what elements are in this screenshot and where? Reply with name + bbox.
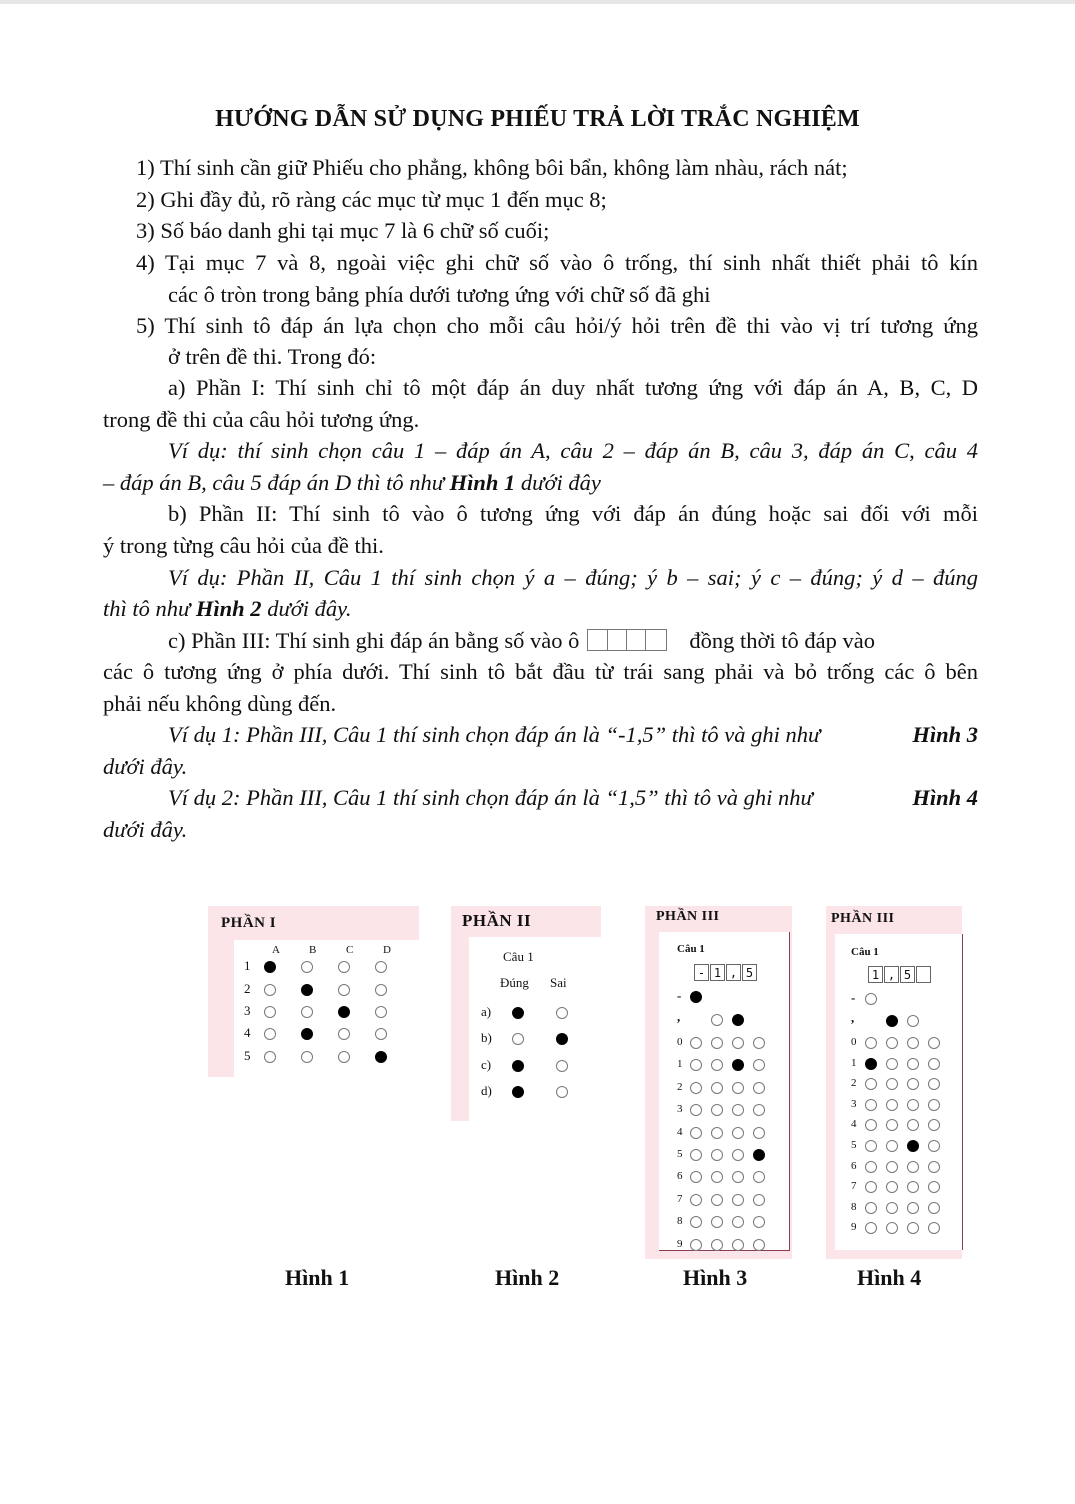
answer-bubble <box>338 1028 350 1040</box>
digit-bubble <box>711 1082 723 1094</box>
digit-bubble <box>732 1194 744 1206</box>
answer-bubble <box>375 1006 387 1018</box>
answer-bubble <box>301 961 313 973</box>
digit-label: 6 <box>851 1159 857 1172</box>
digit-bubble <box>711 1037 723 1049</box>
digit-label: 1 <box>851 1056 857 1069</box>
row-label-5: 5 <box>244 1048 251 1063</box>
digit-bubble <box>711 1239 723 1251</box>
part-c-line-3: phải nếu không dùng đến. <box>103 691 337 716</box>
digit-label: 6 <box>677 1170 683 1183</box>
figure-4-header: PHẦN III <box>831 911 895 926</box>
digit-label: 3 <box>851 1097 857 1110</box>
part-a-line-2: trong đề thi của câu hỏi tương ứng. <box>103 407 420 432</box>
answer-bubble <box>301 1051 313 1063</box>
digit-bubble <box>865 1058 877 1070</box>
digit-bubble <box>928 1202 940 1214</box>
comma-label: , <box>677 1009 681 1024</box>
answer-cell <box>916 966 931 983</box>
row-label-2: 2 <box>244 981 251 996</box>
row-label-b): b) <box>481 1030 492 1045</box>
digit-label: 4 <box>851 1118 857 1131</box>
answer-cell: 1 <box>710 964 725 981</box>
figure-4-phan-iii <box>826 906 962 1259</box>
digit-label: 3 <box>677 1103 683 1116</box>
digit-label: 5 <box>677 1148 683 1160</box>
answer-cell: - <box>694 964 709 981</box>
column-label-A: A <box>272 944 280 956</box>
digit-bubble <box>732 1149 744 1161</box>
item-1: 1) Thí sinh cần giữ Phiếu cho phẳng, không bôi bẩn, không làm nhàu, rách nát; <box>136 155 848 180</box>
answer-bubble <box>375 1051 387 1063</box>
digit-bubble <box>928 1058 940 1070</box>
item-5-line-1: 5) Thí sinh tô đáp án lựa chọn cho mỗi câu hỏi/ý hỏi trên đề thi vào vị trí tương ứng <box>136 313 978 338</box>
minus-label: - <box>851 990 856 1005</box>
answer-bubble <box>338 1006 350 1018</box>
answer-bubble <box>556 1060 568 1072</box>
item-2: 2) Ghi đầy đủ, rõ ràng các mục từ mục 1 đến mục 8; <box>136 187 607 212</box>
digit-bubble <box>753 1127 765 1139</box>
digit-bubble <box>865 1099 877 1111</box>
row-label-4: 4 <box>244 1025 251 1040</box>
digit-bubble <box>753 1149 765 1161</box>
part-b-example-1: Ví dụ: Phần II, Câu 1 thí sinh chọn ý a – đúng; ý b – sai; ý c – đúng; ý d – đúng <box>168 565 978 590</box>
part-c-example-1-end: dưới đây. <box>103 754 188 779</box>
minus-bubble <box>865 993 877 1005</box>
answer-bubble <box>264 984 276 996</box>
digit-bubble <box>928 1140 940 1152</box>
answer-bubble <box>264 1006 276 1018</box>
digit-label: 8 <box>677 1215 683 1228</box>
answer-bubble <box>556 1086 568 1098</box>
digit-bubble <box>711 1127 723 1139</box>
digit-bubble <box>865 1161 877 1173</box>
column-label-C: C <box>346 944 354 956</box>
digit-bubble <box>886 1037 898 1049</box>
caption-hinh-1: Hình 1 <box>285 1265 350 1290</box>
digit-bubble <box>732 1239 744 1251</box>
figure-1-header: PHẦN I <box>221 915 277 931</box>
false-column-label: Sai <box>550 975 567 990</box>
digit-bubble <box>690 1194 702 1206</box>
answer-bubble <box>512 1086 524 1098</box>
digit-bubble <box>928 1037 940 1049</box>
digit-bubble <box>753 1037 765 1049</box>
digit-bubble <box>907 1161 919 1173</box>
digit-label: 0 <box>851 1036 857 1048</box>
part-a-example-1: Ví dụ: thí sinh chọn câu 1 – đáp án A, câu 2 – đáp án B, câu 3, đáp án C, câu 4 <box>168 438 978 463</box>
answer-bubble <box>338 984 350 996</box>
top-border <box>0 0 1075 4</box>
digit-label: 0 <box>677 1036 683 1048</box>
minus-label: - <box>677 988 682 1003</box>
digit-bubble <box>907 1202 919 1214</box>
digit-bubble <box>886 1058 898 1070</box>
digit-bubble <box>753 1239 765 1251</box>
part-c-example-2: Ví dụ 2: Phần III, Câu 1 thí sinh chọn đáp án là “1,5” thì tô và ghi như Hình 4 <box>168 785 978 810</box>
digit-bubble <box>907 1140 919 1152</box>
digit-label: 7 <box>851 1180 857 1193</box>
answer-bubble <box>512 1060 524 1072</box>
comma-bubble <box>711 1014 723 1026</box>
part-b-example-2: thì tô như Hình 2 dưới đây. <box>103 596 352 621</box>
answer-bubble <box>512 1033 524 1045</box>
answer-bubble <box>338 961 350 973</box>
question-label: Câu 1 <box>677 943 705 955</box>
answer-bubble <box>264 1028 276 1040</box>
digit-bubble <box>690 1149 702 1161</box>
caption-hinh-4: Hình 4 <box>857 1265 922 1290</box>
answer-cell: 5 <box>742 964 757 981</box>
comma-label: , <box>851 1010 855 1025</box>
part-c-example-2-end: dưới đây. <box>103 817 188 842</box>
digit-label: 7 <box>677 1192 683 1205</box>
digit-bubble <box>732 1127 744 1139</box>
digit-bubble <box>928 1161 940 1173</box>
comma-bubble <box>886 1015 898 1027</box>
answer-bubble <box>264 1051 276 1063</box>
part-c-line-1: c) Phần III: Thí sinh ghi đáp án bằng số vào ô đồng thời tô đáp vào <box>168 628 876 653</box>
digit-label: 2 <box>851 1077 857 1090</box>
digit-bubble <box>711 1149 723 1161</box>
figure-2-header: PHẦN II <box>462 911 532 930</box>
digit-bubble <box>865 1202 877 1214</box>
digit-bubble <box>690 1082 702 1094</box>
row-label-3: 3 <box>244 1003 251 1018</box>
answer-box-illustration <box>587 629 667 651</box>
answer-bubble <box>375 1028 387 1040</box>
digit-bubble <box>886 1202 898 1214</box>
item-5-line-2: ở trên đề thi. Trong đó: <box>168 344 377 369</box>
figure-1-phan-i <box>208 906 419 1077</box>
digit-bubble <box>732 1037 744 1049</box>
answer-bubble <box>375 984 387 996</box>
figure-2-phan-ii <box>451 906 601 1121</box>
question-label: Câu 1 <box>851 946 879 958</box>
digit-label: 1 <box>677 1058 683 1071</box>
digit-bubble <box>753 1194 765 1206</box>
digit-label: 2 <box>677 1080 683 1093</box>
digit-bubble <box>886 1099 898 1111</box>
part-b-line-1: b) Phần II: Thí sinh tô vào ô tương ứng với đáp án đúng hoặc sai đối với mỗi <box>168 501 978 526</box>
item-3: 3) Số báo danh ghi tại mục 7 là 6 chữ số cuối; <box>136 218 550 243</box>
row-label-a): a) <box>481 1004 492 1019</box>
digit-bubble <box>690 1239 702 1251</box>
answer-cell: , <box>884 966 899 983</box>
digit-bubble <box>732 1082 744 1094</box>
answer-bubble <box>301 1006 313 1018</box>
part-c-line-2: các ô tương ứng ở phía dưới. Thí sinh tô bắt đầu từ trái sang phải và bỏ trống các ô bên <box>103 659 978 684</box>
digit-label: 8 <box>851 1200 857 1213</box>
part-a-line-1: a) Phần I: Thí sinh chỉ tô một đáp án duy nhất tương ứng với đáp án A, B, C, D <box>168 375 978 400</box>
figure-3-header: PHẦN III <box>656 909 720 924</box>
part-a-example-2: – đáp án B, câu 5 đáp án D thì tô như Hình 1 dưới đây <box>103 470 601 495</box>
answer-bubble <box>512 1007 524 1019</box>
answer-cell: , <box>726 964 741 981</box>
answer-bubble <box>375 961 387 973</box>
comma-bubble <box>732 1014 744 1026</box>
digit-bubble <box>711 1194 723 1206</box>
answer-cell: 5 <box>900 966 915 983</box>
digit-bubble <box>865 1037 877 1049</box>
row-label-1: 1 <box>244 958 251 973</box>
digit-bubble <box>907 1037 919 1049</box>
figure-3-phan-iii <box>645 906 792 1259</box>
digit-bubble <box>690 1127 702 1139</box>
digit-bubble <box>886 1140 898 1152</box>
digit-bubble <box>865 1140 877 1152</box>
column-label-D: D <box>383 944 391 956</box>
true-column-label: Đúng <box>500 975 529 990</box>
item-4-line-1: 4) Tại mục 7 và 8, ngoài việc ghi chữ số vào ô trống, thí sinh nhất thiết phải tô kín <box>136 250 978 275</box>
digit-label: 4 <box>677 1125 683 1138</box>
row-label-c): c) <box>481 1057 492 1072</box>
answer-bubble <box>556 1033 568 1045</box>
row-label-d): d) <box>481 1083 492 1098</box>
digit-bubble <box>928 1099 940 1111</box>
digit-label: 9 <box>851 1221 857 1234</box>
comma-bubble <box>907 1015 919 1027</box>
answer-bubble <box>338 1051 350 1063</box>
caption-hinh-3: Hình 3 <box>683 1265 748 1290</box>
part-c-example-1: Ví dụ 1: Phần III, Câu 1 thí sinh chọn đáp án là “-1,5” thì tô và ghi như Hình 3 <box>168 722 978 747</box>
digit-bubble <box>907 1099 919 1111</box>
page-title: HƯỚNG DẪN SỬ DỤNG PHIẾU TRẢ LỜI TRẮC NGHIỆM <box>215 106 860 132</box>
answer-bubble <box>556 1007 568 1019</box>
column-label-B: B <box>309 944 317 956</box>
answer-bubble <box>301 1028 313 1040</box>
part-b-line-2: ý trong từng câu hỏi của đề thi. <box>103 533 384 558</box>
answer-cell: 1 <box>868 966 883 983</box>
digit-bubble <box>690 1037 702 1049</box>
answer-bubble <box>264 961 276 973</box>
caption-hinh-2: Hình 2 <box>495 1265 560 1290</box>
item-4-line-2: các ô tròn trong bảng phía dưới tương ứng với chữ số đã ghi <box>168 282 711 307</box>
minus-bubble <box>690 991 702 1003</box>
digit-label: 9 <box>677 1237 683 1250</box>
digit-bubble <box>753 1082 765 1094</box>
question-label: Câu 1 <box>503 949 534 964</box>
digit-label: 5 <box>851 1139 857 1151</box>
answer-bubble <box>301 984 313 996</box>
figure-1-grid <box>234 940 419 1077</box>
digit-bubble <box>907 1058 919 1070</box>
digit-bubble <box>886 1161 898 1173</box>
